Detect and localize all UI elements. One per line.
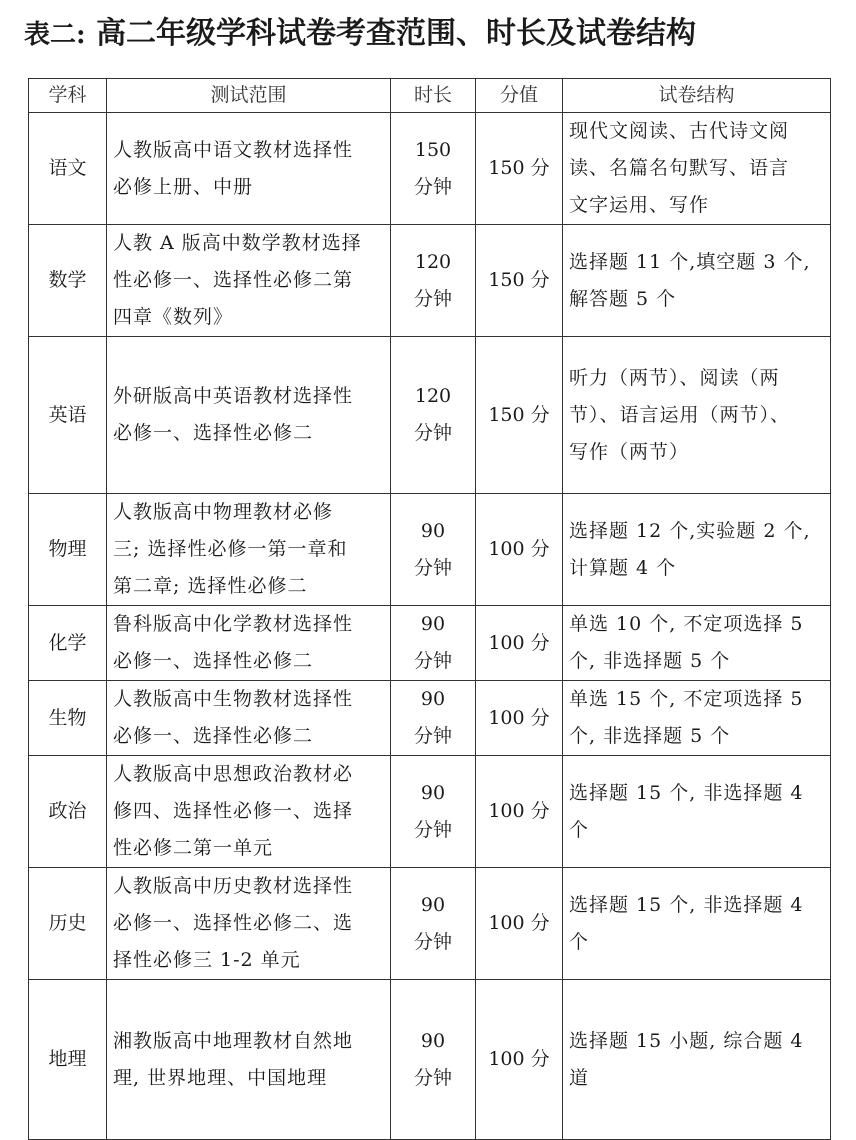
- scope-cell: 人教版高中历史教材选择性 必修一、选择性必修二、选 择性必修三 1-2 单元: [107, 868, 391, 980]
- scope-cell: 人教版高中语文教材选择性 必修上册、中册: [107, 113, 391, 225]
- document-title: [24, 8, 696, 52]
- structure-cell: 选择题 15 个, 非选择题 4 个: [563, 868, 831, 980]
- table-header-row: [29, 79, 831, 113]
- header-duration: 时长: [391, 79, 476, 113]
- header-score: 分值: [476, 79, 563, 113]
- table-row: [29, 868, 831, 980]
- structure-cell: 选择题 15 小题, 综合题 4 道: [563, 980, 831, 1140]
- scope-cell: 人教版高中生物教材选择性 必修一、选择性必修二: [107, 681, 391, 756]
- duration-cell: 120 分钟: [391, 337, 476, 494]
- subject-cell: 历史: [29, 868, 107, 980]
- scope-cell: 鲁科版高中化学教材选择性 必修一、选择性必修二: [107, 606, 391, 681]
- table-row: [29, 494, 831, 606]
- subject-cell: 地理: [29, 980, 107, 1140]
- duration-cell: 90 分钟: [391, 606, 476, 681]
- duration-cell: 90 分钟: [391, 868, 476, 980]
- structure-cell: 听力（两节）、阅读（两 节）、语言运用（两节）、 写作（两节）: [563, 337, 831, 494]
- table-row: [29, 113, 831, 225]
- duration-cell: 90 分钟: [391, 681, 476, 756]
- score-cell: 100 分: [476, 756, 563, 868]
- scope-cell: 人教 A 版高中数学教材选择 性必修一、选择性必修二第 四章《数列》: [107, 225, 391, 337]
- score-cell: 150 分: [476, 113, 563, 225]
- scope-cell: 外研版高中英语教材选择性 必修一、选择性必修二: [107, 337, 391, 494]
- duration-cell: 90 分钟: [391, 494, 476, 606]
- subject-exam-table: [28, 78, 831, 1140]
- duration-cell: 120 分钟: [391, 225, 476, 337]
- subject-cell: 语文: [29, 113, 107, 225]
- scope-cell: 湘教版高中地理教材自然地 理, 世界地理、中国地理: [107, 980, 391, 1140]
- subject-cell: 英语: [29, 337, 107, 494]
- subject-cell: 化学: [29, 606, 107, 681]
- score-cell: 100 分: [476, 606, 563, 681]
- scope-cell: 人教版高中思想政治教材必 修四、选择性必修一、选择 性必修二第一单元: [107, 756, 391, 868]
- table-row: [29, 337, 831, 494]
- score-cell: 100 分: [476, 681, 563, 756]
- header-subject: 学科: [29, 79, 107, 113]
- structure-cell: 单选 15 个, 不定项选择 5 个, 非选择题 5 个: [563, 681, 831, 756]
- title-main: 高二年级学科试卷考查范围、时长及试卷结构: [96, 16, 697, 51]
- table-row: [29, 681, 831, 756]
- score-cell: 150 分: [476, 225, 563, 337]
- subject-cell: 政治: [29, 756, 107, 868]
- structure-cell: 现代文阅读、古代诗文阅 读、名篇名句默写、语言 文字运用、写作: [563, 113, 831, 225]
- structure-cell: 单选 10 个, 不定项选择 5 个, 非选择题 5 个: [563, 606, 831, 681]
- duration-cell: 90 分钟: [391, 756, 476, 868]
- scope-cell: 人教版高中物理教材必修 三; 选择性必修一第一章和 第二章; 选择性必修二: [107, 494, 391, 606]
- structure-cell: 选择题 15 个, 非选择题 4 个: [563, 756, 831, 868]
- header-structure: 试卷结构: [563, 79, 831, 113]
- table-row: [29, 606, 831, 681]
- structure-cell: 选择题 12 个,实验题 2 个, 计算题 4 个: [563, 494, 831, 606]
- subject-cell: 数学: [29, 225, 107, 337]
- table-row: [29, 225, 831, 337]
- duration-cell: 150 分钟: [391, 113, 476, 225]
- subject-cell: 生物: [29, 681, 107, 756]
- table-row: [29, 756, 831, 868]
- structure-cell: 选择题 11 个,填空题 3 个, 解答题 5 个: [563, 225, 831, 337]
- score-cell: 100 分: [476, 868, 563, 980]
- score-cell: 100 分: [476, 980, 563, 1140]
- table-row: [29, 980, 831, 1140]
- title-prefix: 表二:: [24, 20, 86, 50]
- subject-cell: 物理: [29, 494, 107, 606]
- score-cell: 150 分: [476, 337, 563, 494]
- duration-cell: 90 分钟: [391, 980, 476, 1140]
- header-scope: 测试范围: [107, 79, 391, 113]
- score-cell: 100 分: [476, 494, 563, 606]
